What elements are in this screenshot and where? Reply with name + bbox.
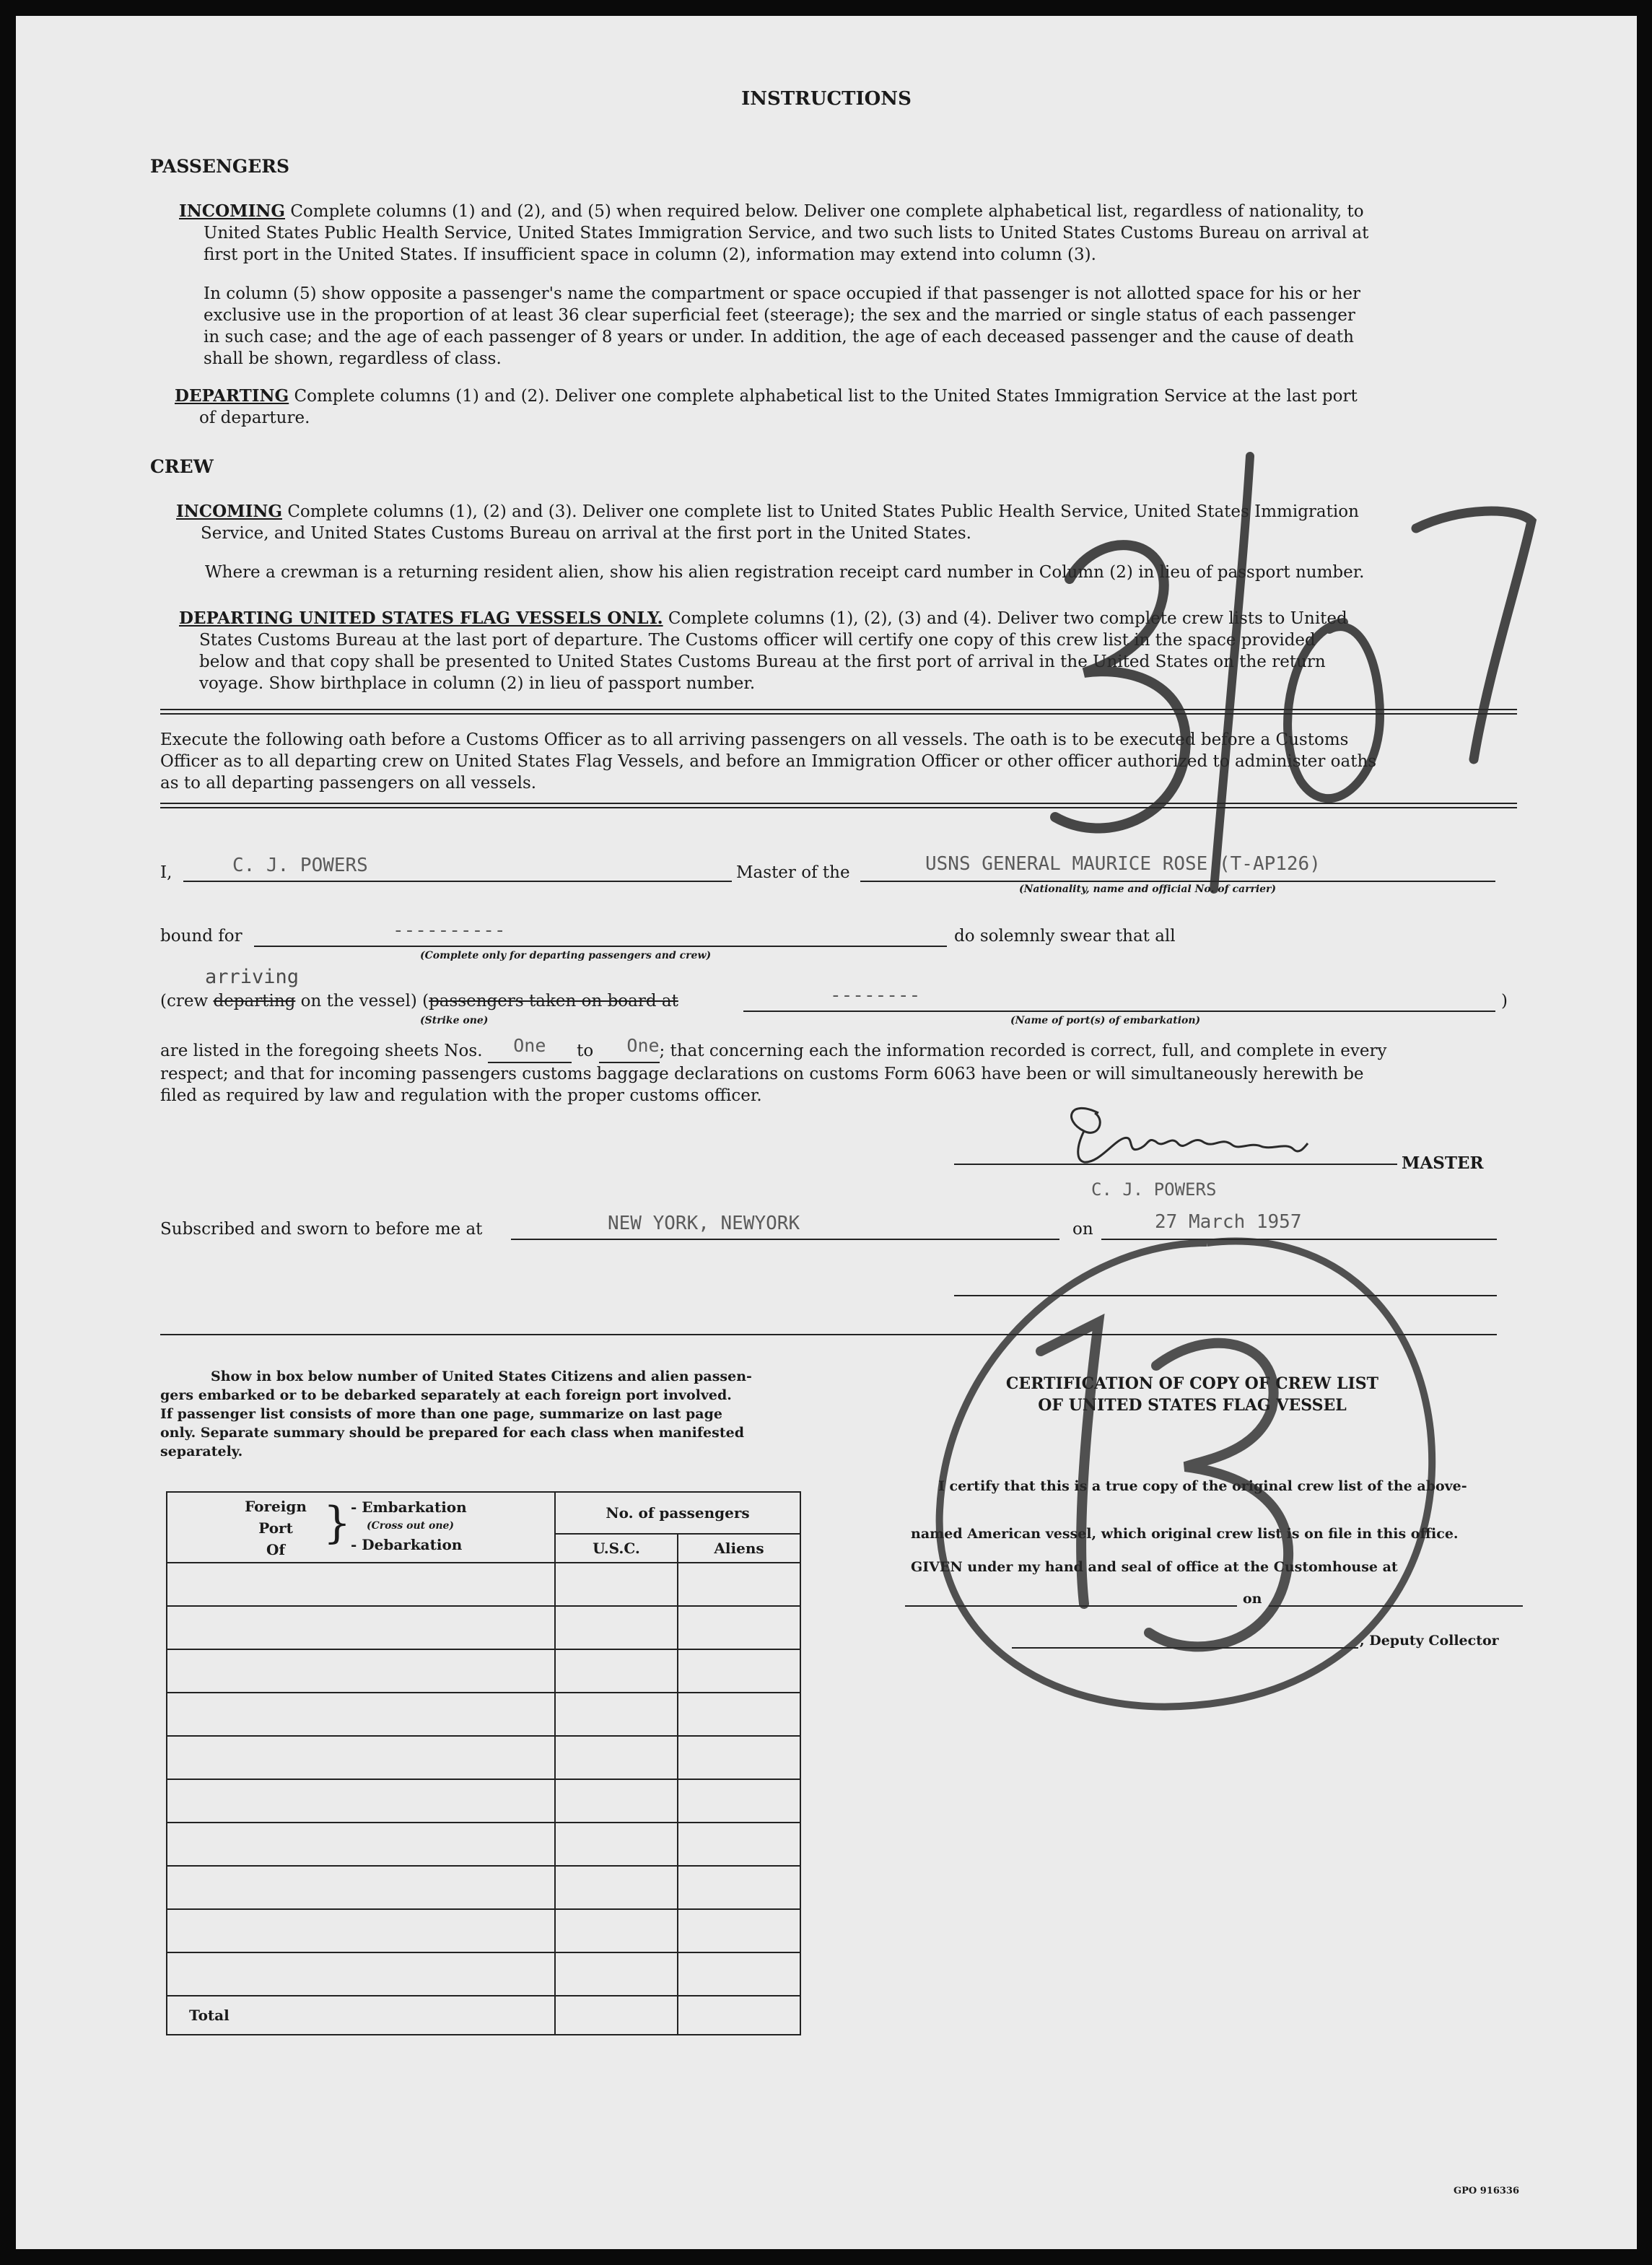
port-cell[interactable]	[167, 1909, 555, 1952]
handwritten-mark	[1012, 442, 1560, 961]
aliens-cell[interactable]	[678, 1649, 800, 1693]
foreign-port-header	[167, 1492, 555, 1563]
master-typed-name: C. J. POWERS	[1091, 1179, 1217, 1200]
passengers-departing-label: DEPARTING	[175, 386, 289, 406]
embarkation-option[interactable]: - Embarkation	[351, 1498, 467, 1516]
total-label: Total	[167, 1996, 555, 2035]
passengers-departing-line: of departure.	[199, 409, 310, 427]
i-label: I,	[160, 863, 172, 882]
embarkation-line	[743, 1011, 1495, 1012]
passengers-incoming-label: INCOMING	[179, 201, 286, 221]
passengers-column5-paragraph	[204, 283, 1360, 370]
circled-number-mark	[896, 1200, 1474, 1748]
aliens-cell[interactable]	[678, 1823, 800, 1866]
table-row	[167, 1606, 800, 1649]
table-row	[167, 1563, 800, 1606]
vessel-caption: (Nationality, name and official No. of carrier)	[1019, 883, 1277, 895]
close-paren: )	[1501, 992, 1508, 1011]
summary-instr-line: If passenger list consists of more than one page, summarize on last page	[160, 1406, 722, 1422]
port-cell[interactable]	[167, 1693, 555, 1736]
certification-line: GIVEN under my hand and seal of office at the Customhouse at	[911, 1559, 1398, 1575]
aliens-cell[interactable]	[678, 1736, 800, 1779]
bound-for-line	[254, 946, 947, 947]
swear-label: do solemnly swear that all	[954, 927, 1176, 946]
cross-out-caption: (Cross out one)	[367, 1520, 455, 1532]
certification-line: I certify that this is a true copy of the original crew list of the above-	[938, 1478, 1467, 1494]
sheet-to-field[interactable]: One	[626, 1035, 660, 1056]
oath-intro-line: Officer as to all departing crew on United States Flag Vessels, and before an Immigration Officer or other officer authorized to administer oaths	[160, 752, 1377, 771]
deputy-collector-label: , Deputy Collector	[1360, 1633, 1499, 1649]
bound-for-caption: (Complete only for departing passengers and crew)	[420, 950, 712, 961]
summary-instr-line: only. Separate summary should be prepared for each class when manifested	[160, 1425, 744, 1441]
crew-alien-paragraph: Where a crewman is a returning resident alien, show his alien registration receipt card number in Column (2) in lieu of passport number.	[205, 563, 1365, 582]
aliens-cell[interactable]	[678, 1693, 800, 1736]
table-row	[167, 1866, 800, 1909]
crew-label: (crew	[160, 992, 214, 1011]
passengers-incoming-line: Complete columns (1) and (2), and (5) when required below. Deliver one complete alphabetical list, regardless of nationality, to	[285, 202, 1364, 221]
sheets-line: filed as required by law and regulation with the proper customs officer.	[160, 1086, 762, 1105]
master-of-label: Master of the	[736, 863, 850, 882]
no-passengers-header: No. of passengers	[555, 1492, 800, 1534]
column5-line: shall be shown, regardless of class.	[204, 349, 502, 368]
port-cell[interactable]	[167, 1952, 555, 1996]
sworn-place-field[interactable]: NEW YORK, NEWYORK	[608, 1213, 800, 1234]
port-cell[interactable]	[167, 1649, 555, 1693]
aliens-cell[interactable]	[678, 1952, 800, 1996]
port-cell[interactable]	[167, 1823, 555, 1866]
of-label: Of	[266, 1541, 286, 1558]
master-signature	[1055, 1091, 1329, 1171]
vessel-label: on the vessel) (	[295, 992, 429, 1011]
usc-cell[interactable]	[555, 1952, 678, 1996]
passengers-struck-phrase: passengers taken on board at	[429, 992, 678, 1011]
embarkation-field[interactable]: --------	[830, 985, 921, 1006]
gpo-number: GPO 916336	[1454, 2186, 1519, 2196]
column5-line: In column (5) show opposite a passenger's name the compartment or space occupied if that passenger is not allotted space for his or her	[204, 284, 1360, 303]
page-title: INSTRUCTIONS	[741, 88, 912, 110]
usc-cell[interactable]	[555, 1909, 678, 1952]
sheet-from-field[interactable]: One	[513, 1035, 546, 1056]
crew-struck-word: departing	[213, 992, 296, 1011]
bound-for-field[interactable]: ----------	[393, 920, 506, 941]
usc-header: U.S.C.	[555, 1534, 678, 1563]
table-row	[167, 1736, 800, 1779]
summary-instr-line: gers embarked or to be debarked separately at each foreign port involved.	[160, 1387, 732, 1403]
certification-title-line: CERTIFICATION OF COPY OF CREW LIST	[1005, 1374, 1379, 1393]
brace-icon: }	[323, 1498, 351, 1548]
foreign-label: Foreign	[245, 1498, 307, 1515]
form-page	[16, 16, 1637, 2249]
summary-instr-line: separately.	[160, 1444, 243, 1459]
arriving-typed: arriving	[205, 966, 300, 988]
table-row	[167, 1823, 800, 1866]
table-row	[167, 1693, 800, 1736]
master-label: MASTER	[1402, 1153, 1484, 1173]
passengers-incoming-paragraph	[179, 201, 1368, 266]
aliens-cell[interactable]	[678, 1606, 800, 1649]
crew-incoming-line: Service, and United States Customs Bureau on arrival at the first port in the United States.	[201, 524, 971, 543]
total-aliens-cell[interactable]	[678, 1996, 800, 2035]
certification-on-label: on	[1243, 1591, 1262, 1607]
port-cell[interactable]	[167, 1866, 555, 1909]
sheets-line: respect; and that for incoming passengers customs baggage declarations on customs Form 6063 have been or will simultaneously herewith be	[160, 1065, 1364, 1083]
passengers-departing-line: Complete columns (1) and (2). Deliver one complete alphabetical list to the United States Immigration Service at the last port	[289, 387, 1358, 406]
total-usc-cell[interactable]	[555, 1996, 678, 2035]
column5-line: in such case; and the age of each passenger of 8 years or under. In addition, the age of each deceased passenger and the cause of death	[204, 328, 1354, 346]
subscribed-label: Subscribed and sworn to before me at	[160, 1220, 483, 1239]
embarkation-caption: (Name of port(s) of embarkation)	[1010, 1015, 1201, 1026]
table-row	[167, 1649, 800, 1693]
crew-departing-line: Complete columns (1), (2), (3) and (4). Deliver two complete crew lists to United	[663, 609, 1347, 628]
usc-cell[interactable]	[555, 1693, 678, 1736]
crew-departing-line: below and that copy shall be presented to United States Customs Bureau at the first port of arrival in the United States on the return	[199, 653, 1326, 671]
port-label: Port	[258, 1519, 293, 1537]
usc-cell[interactable]	[555, 1649, 678, 1693]
usc-cell[interactable]	[555, 1866, 678, 1909]
crew-incoming-label: INCOMING	[176, 502, 283, 521]
passengers-heading: PASSENGERS	[150, 156, 290, 177]
sheets-line: ; that concerning each the information recorded is correct, full, and complete in every	[659, 1042, 1387, 1060]
debarkation-option[interactable]: - Debarkation	[351, 1536, 463, 1553]
port-cell[interactable]	[167, 1736, 555, 1779]
oath-intro-line: as to all departing passengers on all vessels.	[160, 774, 537, 793]
master-name-field[interactable]: C. J. POWERS	[232, 855, 368, 876]
usc-cell[interactable]	[555, 1823, 678, 1866]
port-cell[interactable]	[167, 1779, 555, 1823]
certification-line: named American vessel, which original crew list is on file in this office.	[911, 1526, 1459, 1542]
strike-caption: (Strike one)	[420, 1015, 489, 1026]
port-cell[interactable]	[167, 1606, 555, 1649]
usc-cell[interactable]	[555, 1563, 678, 1606]
vessel-name-field[interactable]: USNS GENERAL MAURICE ROSE (T-AP126)	[925, 853, 1321, 875]
aliens-header: Aliens	[678, 1534, 800, 1563]
table-row	[167, 1909, 800, 1952]
passengers-incoming-line: first port in the United States. If insufficient space in column (2), information may extend into column (3).	[204, 245, 1096, 264]
crew-heading: CREW	[150, 456, 214, 477]
crew-incoming-line: Complete columns (1), (2) and (3). Deliver one complete list to United States Public Health Service, United States Immigration	[282, 502, 1359, 521]
total-row	[167, 1996, 800, 2035]
oath-intro-line: Execute the following oath before a Customs Officer as to all arriving passengers on all vessels. The oath is to be executed before a Customs	[160, 730, 1349, 749]
crew-departing-label: DEPARTING UNITED STATES FLAG VESSELS ONLY.	[179, 608, 663, 628]
port-cell[interactable]	[167, 1563, 555, 1606]
aliens-cell[interactable]	[678, 1563, 800, 1606]
master-name-line	[183, 881, 732, 882]
to-label: to	[577, 1042, 594, 1060]
aliens-cell[interactable]	[678, 1909, 800, 1952]
table-row	[167, 1952, 800, 1996]
usc-cell[interactable]	[555, 1736, 678, 1779]
passengers-departing-paragraph	[175, 385, 1358, 429]
column5-line: exclusive use in the proportion of at least 36 clear superficial feet (steerage); the sex and the married or single status of each passenger	[204, 306, 1355, 325]
on-label: on	[1072, 1220, 1093, 1239]
usc-cell[interactable]	[555, 1606, 678, 1649]
usc-cell[interactable]	[555, 1779, 678, 1823]
summary-instr-line: Show in box below number of United States Citizens and alien passen-	[211, 1369, 752, 1384]
bound-for-label: bound for	[160, 927, 242, 946]
passengers-incoming-line: United States Public Health Service, United States Immigration Service, and two such lists to United States Customs Bureau on arrival at	[204, 224, 1369, 243]
summary-instructions	[160, 1367, 752, 1461]
crew-passenger-line	[160, 992, 678, 1011]
crew-departing-line: voyage. Show birthplace in column (2) in lieu of passport number.	[199, 674, 756, 693]
sheets-label: are listed in the foregoing sheets Nos.	[160, 1042, 483, 1060]
aliens-cell[interactable]	[678, 1779, 800, 1823]
crew-departing-line: States Customs Bureau at the last port of departure. The Customs officer will certify one copy of this crew list in the space provided	[199, 631, 1316, 650]
sworn-date-field[interactable]: 27 March 1957	[1155, 1211, 1302, 1233]
table-row	[167, 1779, 800, 1823]
aliens-cell[interactable]	[678, 1866, 800, 1909]
certification-title-line: OF UNITED STATES FLAG VESSEL	[1038, 1396, 1347, 1415]
passenger-summary-table	[166, 1491, 801, 2035]
